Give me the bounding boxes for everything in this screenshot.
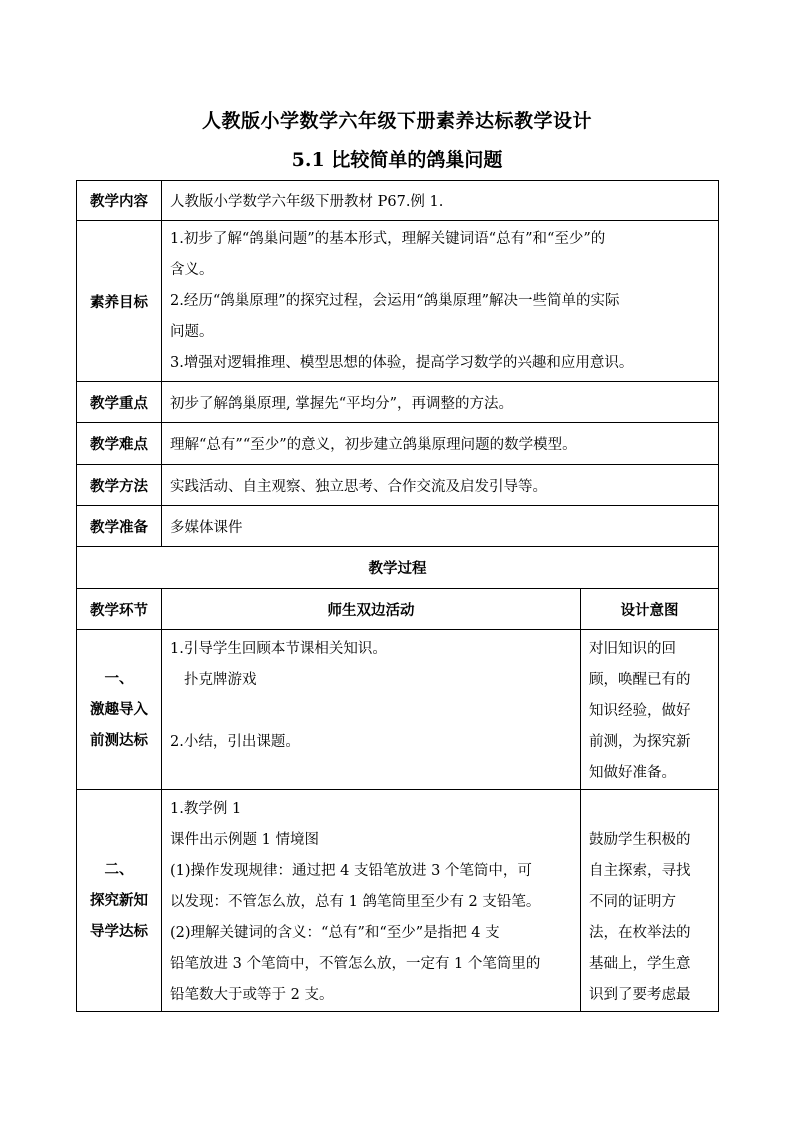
stage-1-intent — [581, 630, 719, 790]
difficulty-value: 理解“总有”“至少”的意义，初步建立鸽巢原理问题的数学模型。 — [162, 423, 719, 465]
difficulty-label: 教学难点 — [77, 423, 162, 465]
intent-spacer — [589, 794, 712, 825]
goal-line: 3.增强对逻辑推理、模型思想的体验，提高学习数学的兴趣和应用意识。 — [170, 354, 634, 371]
lesson-title: 5.1 比较简单的鸽巢问题 — [291, 149, 503, 171]
key-point-value: 初步了解鸽巢原理, 掌握先“平均分”，再调整的方法。 — [162, 382, 719, 423]
method-label: 教学方法 — [77, 465, 162, 506]
intent-line: 前测，为探究新 — [589, 734, 691, 750]
preparation-label: 教学准备 — [77, 506, 162, 547]
row-difficulty — [77, 423, 719, 465]
intent-line: 知做好准备。 — [589, 765, 676, 781]
stage-2-intent — [581, 790, 719, 1012]
key-point-label: 教学重点 — [77, 382, 162, 423]
goals-cell — [162, 221, 719, 382]
activity-line: 扑克牌游戏 — [184, 672, 257, 688]
col-stage-header: 教学环节 — [77, 589, 162, 630]
lesson-plan-table — [76, 180, 719, 1012]
row-process-header — [77, 589, 719, 630]
stage-1-name-line: 前测达标 — [90, 732, 148, 749]
process-title: 教学过程 — [77, 547, 719, 589]
intent-line: 自主探索，寻找 — [589, 863, 691, 879]
goal-line: 2.经历“鸽巢原理”的探究过程，会运用“鸽巢原理”解决一些简单的实际 — [170, 292, 620, 309]
stage-1-name-line: 激趣导入 — [90, 701, 148, 718]
stage-1-activity — [162, 630, 581, 790]
activity-line: 铅笔放进 3 个笔筒中，不管怎么放，一定有 1 个笔筒里的 — [170, 956, 541, 972]
activity-line: 铅笔数大于或等于 2 支。 — [170, 987, 334, 1003]
content-value: 人教版小学数学六年级下册教材 P67.例 1. — [162, 181, 719, 221]
activity-line: 以发现：不管怎么放，总有 1 鸽笔筒里至少有 2 支铅笔。 — [170, 894, 541, 910]
activity-line: (1)操作发现规律：通过把 4 支铅笔放进 3 个笔筒中，可 — [170, 863, 532, 879]
stage-2-name-line: 探究新知 — [90, 892, 148, 909]
stage-2-activity — [162, 790, 581, 1012]
col-activity-header: 师生双边活动 — [162, 589, 581, 630]
document-title: 人教版小学数学六年级下册素养达标教学设计 — [201, 110, 592, 132]
row-preparation — [77, 506, 719, 547]
intent-line: 法，在枚举法的 — [589, 925, 691, 941]
preparation-value: 多媒体课件 — [162, 506, 719, 547]
intent-line: 识到了要考虑最 — [589, 987, 691, 1003]
row-method — [77, 465, 719, 506]
activity-line: 2.小结，引出课题。 — [170, 734, 300, 750]
row-stage-1 — [77, 630, 719, 790]
stage-1-cell — [77, 630, 162, 790]
intent-line: 知识经验，做好 — [589, 703, 691, 719]
content-label: 教学内容 — [77, 181, 162, 221]
row-key-point — [77, 382, 719, 423]
intent-line: 鼓励学生积极的 — [589, 832, 691, 848]
intent-line: 不同的证明方 — [589, 894, 676, 910]
goal-line: 含义。 — [170, 261, 214, 278]
activity-line: 1.引导学生回顾本节课相关知识。 — [170, 641, 387, 657]
activity-line: 课件出示例题 1 情境图 — [170, 832, 319, 848]
row-content — [77, 181, 719, 221]
stage-2-number: 二、 — [104, 861, 134, 878]
intent-line: 对旧知识的回 — [589, 641, 676, 657]
activity-spacer — [170, 696, 572, 727]
goal-line: 1.初步了解“鸽巢问题”的基本形式，理解关键词语“总有”和“至少”的 — [170, 230, 606, 247]
intent-line: 顾，唤醒已有的 — [589, 672, 691, 688]
stage-1-number: 一、 — [104, 670, 134, 687]
method-value: 实践活动、自主观察、独立思考、合作交流及启发引导等。 — [162, 465, 719, 506]
stage-2-cell — [77, 790, 162, 1012]
stage-2-name-line: 导学达标 — [90, 923, 148, 940]
intent-line: 基础上，学生意 — [589, 956, 691, 972]
goals-label: 素养目标 — [77, 221, 162, 382]
row-goals — [77, 221, 719, 382]
activity-line: 1.教学例 1 — [170, 801, 242, 817]
activity-line: (2)理解关键词的含义：“总有”和“至少”是指把 4 支 — [170, 925, 500, 941]
col-intent-header: 设计意图 — [581, 589, 719, 630]
row-process-title — [77, 547, 719, 589]
goal-line: 问题。 — [170, 323, 214, 340]
row-stage-2 — [77, 790, 719, 1012]
